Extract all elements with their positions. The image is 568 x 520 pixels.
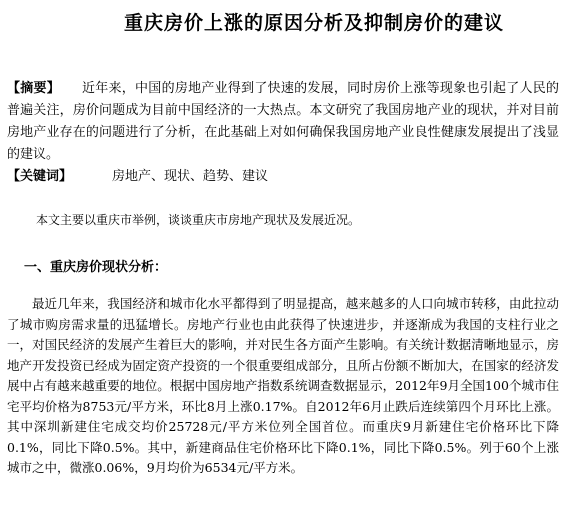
intro-paragraph: 本文主要以重庆市举例，谈谈重庆市房地产现状及发展近况。 <box>36 213 361 227</box>
keywords-text: 房地产、现状、趋势、建议 <box>112 169 269 184</box>
abstract-block <box>7 78 559 166</box>
keywords-block <box>7 166 559 188</box>
section-heading: 一、重庆房价现状分析： <box>24 260 168 275</box>
keywords-label: 【关键词】 <box>7 169 73 184</box>
document-title: 重庆房价上涨的原因分析及抑制房价的建议 <box>123 12 504 34</box>
body-paragraph: 最近几年来，我国经济和城市化水平都得到了明显提高，越来越多的人口向城市转移，由此拉动了城市购房需求量的迅猛增长。房地产行业也由此获得了快速进步，并逐渐成为我国的支柱行业之一，对国民经济的发展产生着巨大的影响，并对民生各方面产生影响。有关统计数据清晰地显示，房地产开发投资已经成为固定资产投资的一个很重要组成部分，且所占份额不断加大，在国家的经济发展中占有越来越重要的地位。根据中国房地产指数系统调查数据显示，2012年9月全国100个城市住宅平均价格为8753元/平方米，环比8月上涨0.17%。自2012年6月止跌后连续第四个月环比上涨。其中深圳新建住宅成交均价25728元/平方米位列全国首位。而重庆9月新建住宅价格环比下降0.1%，同比下降0.5%。其中，新建商品住宅价格环比下降0.1%，同比下降0.5%。列于60个上涨城市之中，微涨0.06%，9月均价为6534元/平方米。 <box>7 296 559 475</box>
abstract-text: 近年来，中国的房地产业得到了快速的发展，同时房价上涨等现象也引起了人民的普遍关注，房价问题成为目前中国经济的一大热点。本文研究了我国房地产业的现状，并对目前房地产业存在的问题进行了分析，在此基础上对如何确保我国房地产业良性健康发展提出了浅显的建议。 <box>7 81 559 162</box>
abstract-label: 【摘要】 <box>7 81 61 96</box>
